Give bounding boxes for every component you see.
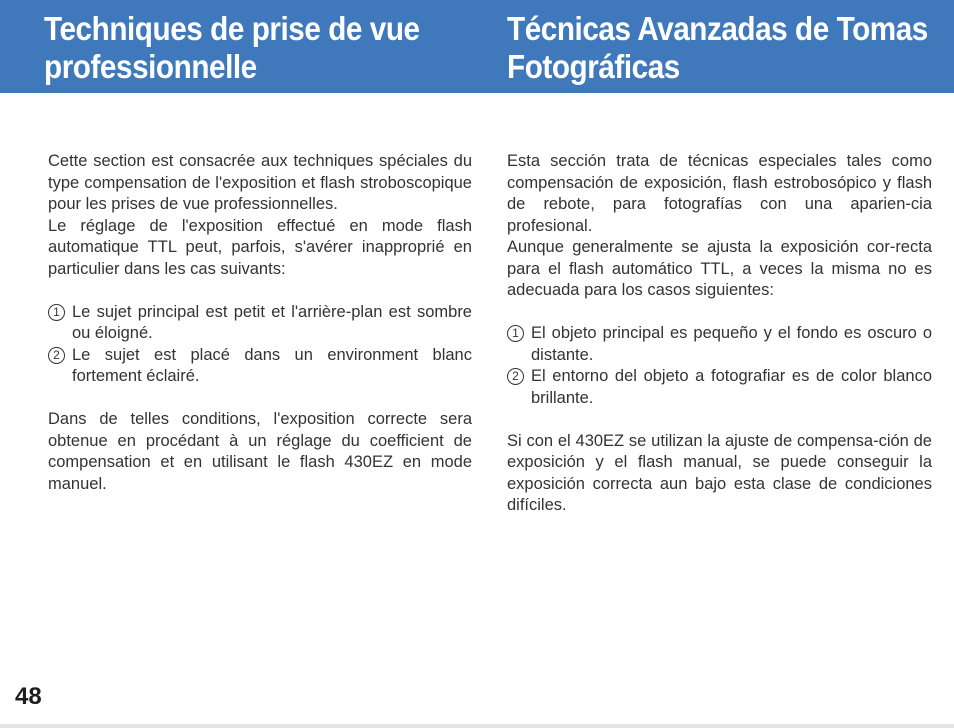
circled-number: 2 [507,368,524,385]
page-number: 48 [15,683,42,710]
title-spanish-line1: Técnicas Avanzadas de Tomas [507,10,928,47]
title-french-line1: Techniques de prise de vue [44,10,420,47]
french-intro-2: Le réglage de l'exposition effectué en mode flash automatique TTL peut, parfois, s'avérer inapproprié en particulier dans les cas suivants: [48,216,472,278]
french-list-item-text: Le sujet principal est petit et l'arrière-plan est sombre ou éloigné. [72,302,472,342]
circled-number: 1 [507,325,524,342]
french-list-item [48,345,472,388]
spacer [507,302,932,324]
spanish-list-item [507,323,932,366]
spacer [48,280,472,302]
french-intro: Cette section est consacrée aux techniques spéciales du type compensation de l'exposition et flash stroboscopique pour les prises de vue professionnelles. [48,152,472,213]
spanish-intro-2: Aunque generalmente se ajusta la exposición cor-recta para el flash automático TTL, a veces la misma no es adecuada para los casos siguientes: [507,238,932,299]
spacer [48,388,472,410]
spanish-list-item-text: El entorno del objeto a fotografiar es de color blanco brillante. [531,367,932,407]
title-french [44,10,420,86]
french-conclusion: Dans de telles conditions, l'exposition correcte sera obtenue en procédant à un réglage du coefficient de compensation et en utilisant le flash 430EZ en mode manuel. [48,410,472,493]
circled-number: 2 [48,347,65,364]
french-column [48,151,472,495]
bottom-divider [0,724,954,728]
header-banner [0,0,954,93]
spanish-column [507,151,932,517]
title-french-line2: professionnelle [44,48,257,85]
spanish-intro: Esta sección trata de técnicas especiales tales como compensación de exposición, flash estrobosópico y flash de rebote, para fotografías con una aparien-cia profesional. [507,152,932,235]
french-list-item-text: Le sujet est placé dans un environment blanc fortement éclairé. [72,345,472,385]
spacer [507,409,932,431]
title-spanish [507,10,928,86]
french-list-item [48,302,472,345]
circled-number: 1 [48,304,65,321]
spanish-conclusion: Si con el 430EZ se utilizan la ajuste de compensa-ción de exposición y el flash manual, se puede conseguir la exposición correcta aun bajo esta clase de condiciones difíciles. [507,431,932,514]
spanish-list-item-text: El objeto principal es pequeño y el fondo es oscuro o distante. [531,324,932,364]
spanish-list-item [507,366,932,409]
title-spanish-line2: Fotográficas [507,48,680,85]
